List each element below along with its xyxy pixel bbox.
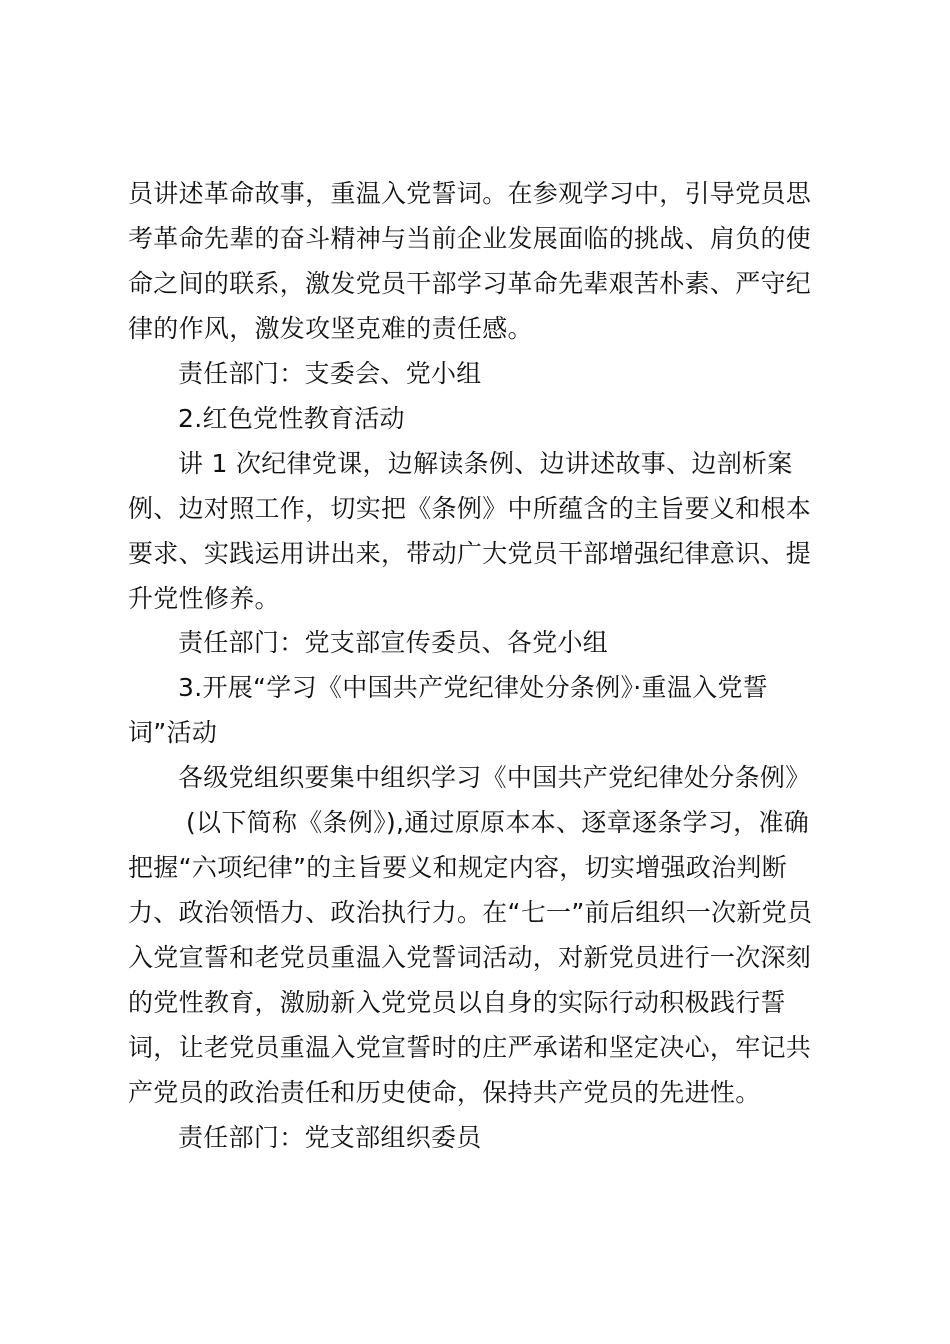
body-text-line: 把握“六项纪律”的主旨要义和规定内容，切实增强政治判断	[128, 853, 788, 882]
body-text-line: 要求、实践运用讲出来，带动广大党员干部增强纪律意识、提	[128, 539, 812, 568]
body-text-line: (以下简称《条例》),通过原原本本、逐章逐条学习，准确	[186, 808, 810, 837]
responsibility-line: 责任部门：党支部组织委员	[178, 1123, 482, 1152]
body-text-line: 的党性教育，激励新入党党员以自身的实际行动积极践行誓	[128, 988, 786, 1017]
body-text-line: 产党员的政治责任和历史使命，保持共产党员的先进性。	[128, 1078, 761, 1107]
section-heading: 2.红色党性教育活动	[178, 404, 405, 433]
body-text-line: 讲 1 次纪律党课，边解读条例、边讲述故事、边剖析案	[178, 449, 793, 478]
body-text-line: 升党性修养。	[128, 584, 280, 613]
body-text-line: 命之间的联系，激发党员干部学习革命先辈艰苦朴素、严守纪	[128, 269, 812, 298]
responsibility-line: 责任部门：党支部宣传委员、各党小组	[178, 628, 609, 657]
body-text-line: 例、边对照工作，切实把《条例》中所蕴含的主旨要义和根本	[128, 494, 812, 523]
section-heading-continued: 词”活动	[128, 718, 218, 747]
responsibility-line: 责任部门：支委会、党小组	[178, 359, 482, 388]
section-heading: 3.开展“学习《中国共产党纪律处分条例》·重温入党誓	[178, 673, 769, 702]
body-text-line: 力、政治领悟力、政治执行力。在“七一”前后组织一次新党员	[128, 898, 813, 927]
body-text-line: 入党宣誓和老党员重温入党誓词活动，对新党员进行一次深刻	[128, 943, 812, 972]
body-text-line: 员讲述革命故事，重温入党誓词。在参观学习中，引导党员思	[128, 179, 812, 208]
body-text-line: 各级党组织要集中组织学习《中国共产党纪律处分条例》	[178, 763, 811, 792]
body-text-line: 考革命先辈的奋斗精神与当前企业发展面临的挑战、肩负的使	[128, 224, 812, 253]
body-text-line: 词，让老党员重温入党宣誓时的庄严承诺和坚定决心，牢记共	[128, 1033, 812, 1062]
body-text-line: 律的作风，激发攻坚克难的责任感。	[128, 314, 533, 343]
